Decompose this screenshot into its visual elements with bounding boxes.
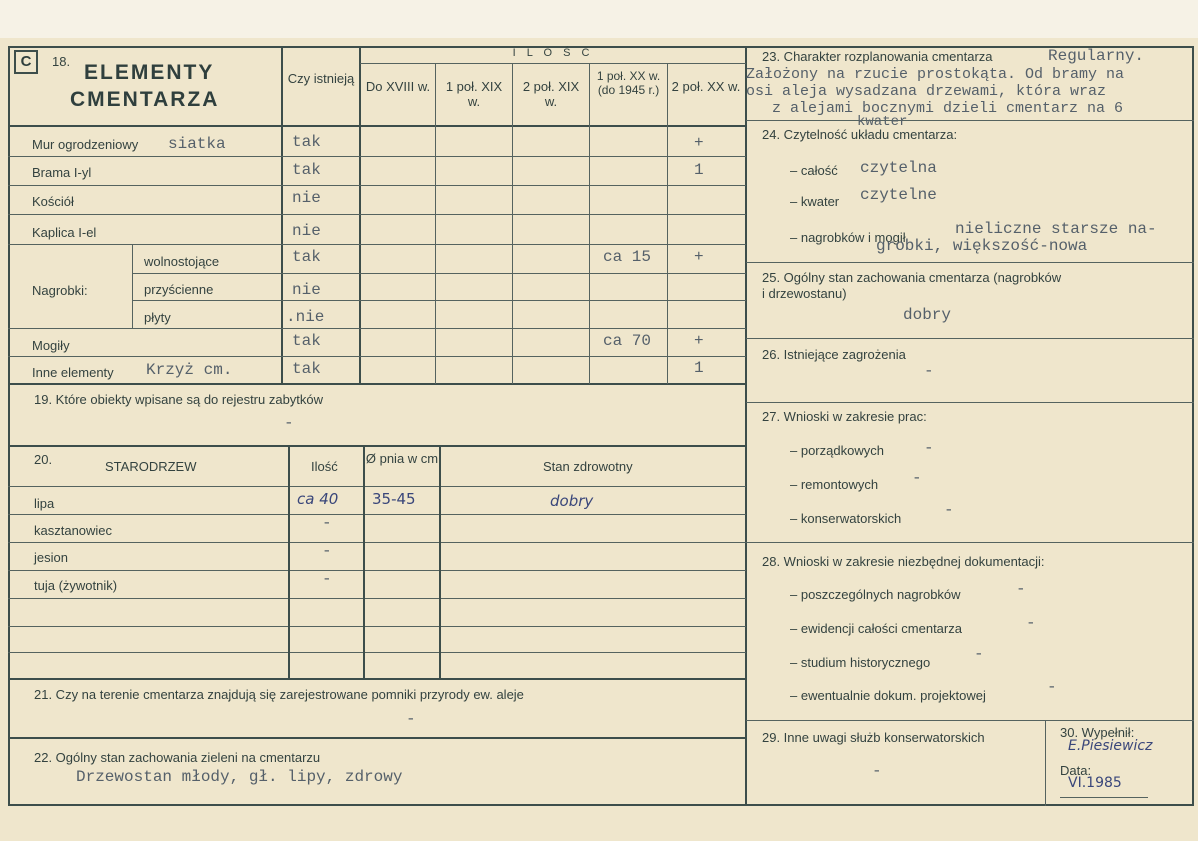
tree-health-1: dobry: [550, 492, 594, 510]
scan-top-margin: [0, 0, 1198, 38]
q30-date-label: Data:: [1060, 763, 1092, 778]
row-label-other: Inne elementy: [32, 365, 114, 380]
q23-answer-5: kwater: [857, 114, 908, 130]
r-line-25: [746, 338, 1194, 339]
q24-item-quarters: – kwater: [790, 194, 840, 209]
q27-item-cleanup: – porządkowych: [790, 443, 884, 458]
q24-answer-quarters: czytelne: [860, 186, 937, 204]
trees-row-line-6: [8, 652, 746, 653]
q21-bottom-line: [8, 737, 746, 739]
row-line-5: [132, 273, 746, 274]
q28-item-history: – studium historycznego: [790, 655, 931, 670]
q27-answer-repair: -: [912, 469, 922, 487]
col-header-1xx: 1 poł. XX w. (do 1945 r.): [596, 69, 661, 97]
row-2xx-gate: 1: [694, 161, 704, 179]
row-exists-graves: tak: [292, 332, 321, 350]
r-line-28: [746, 720, 1194, 721]
q24-answer-graves-2: grobki, większość-nowa: [876, 237, 1088, 255]
trees-col-line-2: [363, 446, 365, 679]
row-label-church: Kościół: [32, 194, 74, 209]
row-label-chapel: Kaplica I-el: [32, 225, 97, 240]
q29-answer: -: [872, 762, 882, 780]
trees-row-line-3: [8, 570, 746, 571]
r-line-24: [746, 262, 1194, 263]
q30-date-underline: [1060, 797, 1148, 798]
r-line-26: [746, 402, 1194, 403]
row-label-wallmounted: przyścienne: [144, 282, 214, 297]
ilosc-sub-line: [360, 63, 746, 64]
col-header-2xix: 2 poł. XIX w.: [522, 79, 580, 109]
row-exists-gate: tak: [292, 161, 321, 179]
col-header-exists: Czy istnieją: [287, 71, 355, 86]
q19-label: 19. Które obiekty wpisane są do rejestru zabytków: [34, 392, 324, 407]
row-label-freestanding: wolnostojące: [144, 254, 220, 269]
q27-answer-cleanup: -: [924, 439, 934, 457]
q21-label: 21. Czy na terenie cmentarza znajdują się zarejestrowane pomniki przyrody ew. aleje: [34, 687, 524, 702]
row-line-4: [8, 244, 746, 245]
q23-answer-1: Regularny.: [1048, 47, 1145, 65]
row-line-7: [8, 328, 746, 329]
elements-bottom-line: [8, 383, 746, 385]
row-label-wall: Mur ogrodzeniowy: [32, 137, 139, 152]
row-2xx-other: 1: [694, 359, 704, 377]
row-exists-chapel: nie: [292, 222, 321, 240]
q26-label: 26. Istniejące zagrożenia: [762, 347, 906, 362]
q25-label-2: i drzewostanu): [762, 286, 847, 301]
r-line-29-30: [1045, 720, 1046, 806]
row-label-slabs: płyty: [144, 310, 171, 325]
row-exists-church: nie: [292, 189, 321, 207]
col-line-exists: [281, 46, 283, 384]
row-note-other: Krzyż cm.: [146, 361, 233, 379]
trees-number: 20.: [34, 452, 53, 467]
q28-item-project: – ewentualnie dokum. projektowej: [790, 688, 986, 703]
col-line-1xix: [435, 64, 436, 384]
trees-bottom-line: [8, 678, 746, 680]
elements-title-2: CMENTARZA: [70, 88, 220, 111]
q23-label: 23. Charakter rozplanowania cmentarza: [762, 49, 993, 64]
q23-answer-4: z alejami bocznymi dzieli cmentarz na 6: [772, 100, 1124, 117]
q27-label: 27. Wnioski w zakresie prac:: [762, 409, 927, 424]
trees-col-diam: Ø pnia w cm: [365, 451, 439, 466]
q27-item-conservation: – konserwatorskich: [790, 511, 902, 526]
col-line-2xix: [512, 64, 513, 384]
q28-answer-project: -: [1047, 678, 1057, 696]
nagrobki-label: Nagrobki:: [32, 283, 88, 298]
trees-col-health: Stan zdrowotny: [543, 459, 633, 474]
elements-title-1: ELEMENTY: [84, 61, 215, 84]
q21-answer: -: [406, 710, 416, 728]
col-line-1xx: [589, 64, 590, 384]
q25-answer: dobry: [903, 306, 952, 324]
row-exists-slabs: .nie: [286, 308, 325, 326]
row-exists-wall: tak: [292, 133, 321, 151]
q24-item-whole: – całość: [790, 163, 838, 178]
col-header-2xx: 2 poł. XX w.: [671, 79, 741, 94]
col-header-ilosc: I L O Ś C: [512, 47, 594, 59]
tree-count-4: -: [322, 570, 332, 588]
q19-answer: -: [284, 414, 294, 432]
row-line-6: [132, 300, 746, 301]
tree-name-2: kasztanowiec: [34, 523, 113, 538]
row-1xx-freestanding: ca 15: [603, 248, 652, 266]
trees-col-line-1: [288, 446, 290, 679]
q28-answer-graves: -: [1016, 580, 1026, 598]
row-exists-wallmounted: nie: [292, 281, 321, 299]
q24-label: 24. Czytelność układu cmentarza:: [762, 127, 958, 142]
row-note-wall: siatka: [168, 135, 226, 153]
trees-header-line: [8, 486, 746, 487]
trees-title: STARODRZEW: [105, 459, 197, 474]
q25-label-1: 25. Ogólny stan zachowania cmentarza (nagrobków: [762, 270, 1062, 285]
tree-count-3: -: [322, 542, 332, 560]
tree-name-1: lipa: [34, 496, 55, 511]
q24-answer-whole: czytelna: [860, 159, 937, 177]
q29-label: 29. Inne uwagi służb konserwatorskich: [762, 730, 985, 745]
q28-answer-inventory: -: [1026, 614, 1036, 632]
row-label-graves: Mogiły: [32, 338, 70, 353]
col-header-1xix: 1 poł. XIX w.: [445, 79, 503, 109]
section-letter-box: C: [14, 50, 38, 74]
row-1xx-graves: ca 70: [603, 332, 652, 350]
q28-answer-history: -: [974, 645, 984, 663]
q28-item-graves: – poszczególnych nagrobków: [790, 587, 961, 602]
q27-item-repair: – remontowych: [790, 477, 879, 492]
trees-row-line-5: [8, 626, 746, 627]
trees-row-line-2: [8, 542, 746, 543]
row-line-3: [8, 214, 746, 215]
row-2xx-freestanding: +: [694, 248, 704, 266]
tree-count-1: ca 40: [297, 490, 339, 508]
tree-name-4: tuja (żywotnik): [34, 578, 118, 593]
col-line-2xx: [667, 64, 668, 384]
tree-diam-1: 35-45: [372, 490, 416, 508]
q19-bottom-line: [8, 445, 746, 447]
nagrobki-split-line: [132, 244, 133, 328]
q28-label: 28. Wnioski w zakresie niezbędnej dokumentacji:: [762, 554, 1045, 569]
row-line-8: [8, 356, 746, 357]
col-header-xviii: Do XVIII w.: [365, 79, 431, 94]
center-divider: [745, 46, 747, 806]
q23-answer-2: Założony na rzucie prostokąta. Od bramy na: [746, 66, 1125, 83]
trees-col-count: Ilość: [311, 459, 338, 474]
q22-answer: Drzewostan młody, gł. lipy, zdrowy: [76, 768, 403, 786]
row-2xx-wall: +: [694, 134, 704, 152]
q24-item-graves: – nagrobków i mogił: [790, 230, 906, 245]
trees-row-line-1: [8, 514, 746, 515]
row-line-1: [8, 156, 746, 157]
trees-col-line-3: [439, 446, 441, 679]
elements-header-line: [8, 125, 746, 127]
elements-number: 18.: [52, 54, 71, 69]
row-exists-freestanding: tak: [292, 248, 321, 266]
row-2xx-graves: +: [694, 332, 704, 350]
tree-count-2: -: [322, 514, 332, 532]
q28-item-inventory: – ewidencji całości cmentarza: [790, 621, 962, 636]
tree-name-3: jesion: [34, 550, 68, 565]
r-line-27: [746, 542, 1194, 543]
row-exists-other: tak: [292, 360, 321, 378]
row-label-gate: Brama I-yl: [32, 165, 92, 180]
q23-answer-3: osi aleja wysadzana drzewami, która wraz: [746, 83, 1107, 100]
q27-answer-conservation: -: [944, 501, 954, 519]
col-line-xviii: [359, 46, 361, 384]
r-line-23: [746, 120, 1194, 121]
trees-row-line-4: [8, 598, 746, 599]
q26-answer: -: [924, 362, 934, 380]
q22-label: 22. Ogólny stan zachowania zieleni na cmentarzu: [34, 750, 321, 765]
q30-label: 30. Wypełnił:: [1060, 725, 1135, 740]
row-line-2: [8, 185, 746, 186]
q30-date: VI.1985: [1068, 775, 1122, 791]
q24-answer-graves: nieliczne starsze na-: [955, 220, 1157, 238]
q30-name: E.Piesiewicz: [1068, 738, 1153, 754]
